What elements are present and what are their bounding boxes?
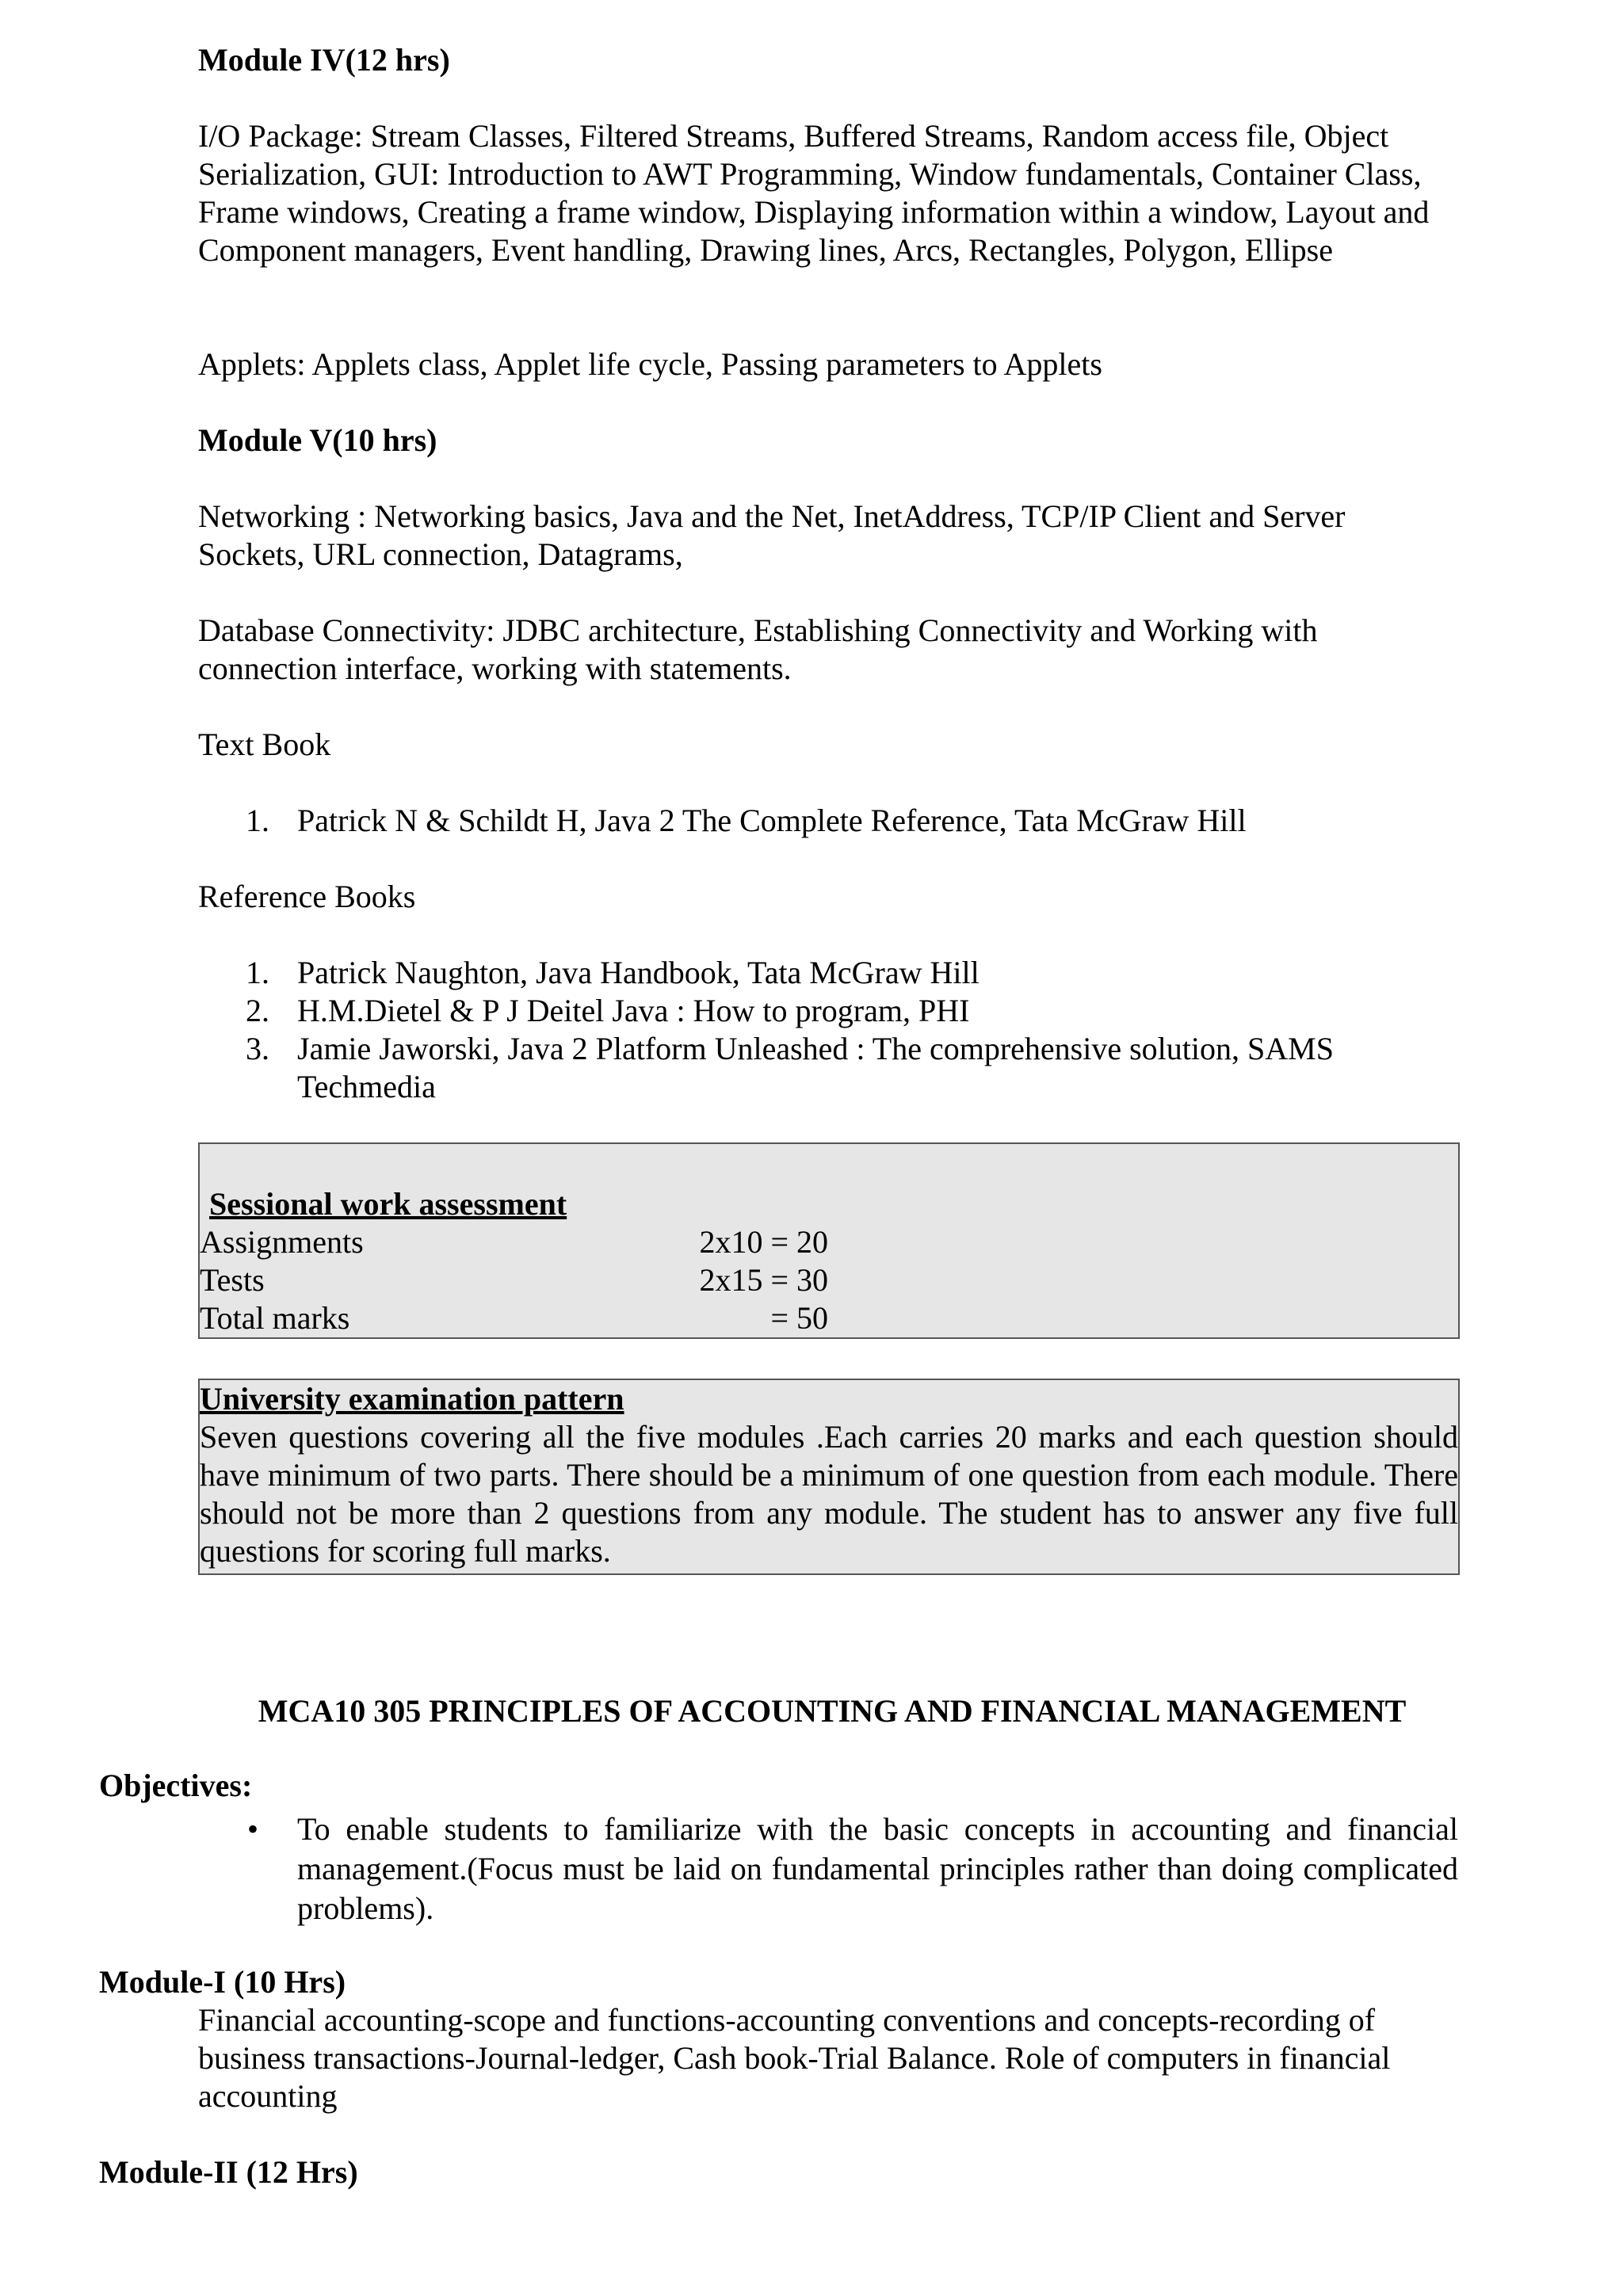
row-label: Total marks <box>200 1300 350 1336</box>
list-text: Patrick N & Schildt H, Java 2 The Complete Reference, Tata McGraw Hill <box>297 803 1247 838</box>
table-row <box>200 1261 1458 1299</box>
table-row <box>200 1223 1458 1261</box>
row-label: Assignments <box>200 1224 364 1260</box>
list-number: 1. <box>246 803 269 838</box>
list-item <box>198 1030 1458 1106</box>
exam-pattern-title: University examination pattern <box>200 1381 624 1417</box>
row-value: = 50 <box>770 1300 828 1336</box>
sessional-work-box <box>198 1142 1460 1339</box>
module-iv-heading: Module IV(12 hrs) <box>198 42 450 78</box>
module-v-database-paragraph: Database Connectivity: JDBC architecture, Establishing Connectivity and Working with connection interface, working with statements. <box>198 612 1318 686</box>
list-number: 3. <box>246 1031 269 1066</box>
module-iv-applets-paragraph: Applets: Applets class, Applet life cycle, Passing parameters to Applets <box>198 346 1102 382</box>
table-row <box>200 1299 1458 1337</box>
module-v-heading: Module V(10 hrs) <box>198 422 437 458</box>
list-text: To enable students to familiarize with the basic concepts in accounting and financial management.(Focus must be laid on fundamental principles rather than doing complicated problems). <box>297 1811 1458 1926</box>
sessional-work-title: Sessional work assessment <box>209 1186 567 1222</box>
exam-pattern-box <box>198 1379 1460 1575</box>
course-title: MCA10 305 PRINCIPLES OF ACCOUNTING AND FINANCIAL MANAGEMENT <box>258 1693 1407 1729</box>
reference-books-heading: Reference Books <box>198 879 416 914</box>
row-label: Tests <box>200 1262 265 1298</box>
list-number: 1. <box>246 955 269 990</box>
list-item <box>198 992 1458 1030</box>
list-number: 2. <box>246 993 269 1028</box>
list-item <box>198 954 1458 992</box>
module-i-heading: Module-I (10 Hrs) <box>99 1964 346 2000</box>
bullet-icon: • <box>247 1811 259 1847</box>
reference-books-list <box>198 954 1458 1106</box>
objectives-heading: Objectives: <box>99 1768 253 1803</box>
list-item <box>198 802 1458 840</box>
text-book-list <box>198 802 1458 840</box>
row-value: 2x15 = 30 <box>699 1262 828 1298</box>
row-value: 2x10 = 20 <box>699 1224 828 1260</box>
module-ii-heading: Module-II (12 Hrs) <box>99 2154 358 2190</box>
objectives-list <box>198 1810 1458 1928</box>
module-iv-io-paragraph: I/O Package: Stream Classes, Filtered Streams, Buffered Streams, Random access file, Object Serialization, GUI: Introduction to AWT Programming, Window fundamentals, Container Class, Frame windows, Creating a frame window, Displaying information within a window, Layout and Component managers, Event handling, Drawing lines, Arcs, Rectangles, Polygon, Ellipse <box>198 118 1430 268</box>
module-i-text: Financial accounting-scope and functions-accounting conventions and concepts-recording of business transactions-Journal-ledger, Cash book-Trial Balance. Role of computers in financial accounting <box>198 2002 1391 2114</box>
module-v-networking-paragraph: Networking : Networking basics, Java and the Net, InetAddress, TCP/IP Client and Server Sockets, URL connection, Datagrams, <box>198 498 1346 572</box>
exam-pattern-text: Seven questions covering all the five modules .Each carries 20 marks and each question should have minimum of two parts. There should be a minimum of one question from each module. There should not be more than 2 questions from any module. The student has to answer any five full questions for scoring full marks. <box>200 1419 1458 1569</box>
list-text: H.M.Dietel & P J Deitel Java : How to program, PHI <box>297 993 970 1028</box>
list-item <box>198 1810 1458 1928</box>
list-text: Jamie Jaworski, Java 2 Platform Unleashed : The comprehensive solution, SAMS Techmedia <box>297 1031 1334 1104</box>
text-book-heading: Text Book <box>198 727 331 762</box>
list-text: Patrick Naughton, Java Handbook, Tata McGraw Hill <box>297 955 980 990</box>
